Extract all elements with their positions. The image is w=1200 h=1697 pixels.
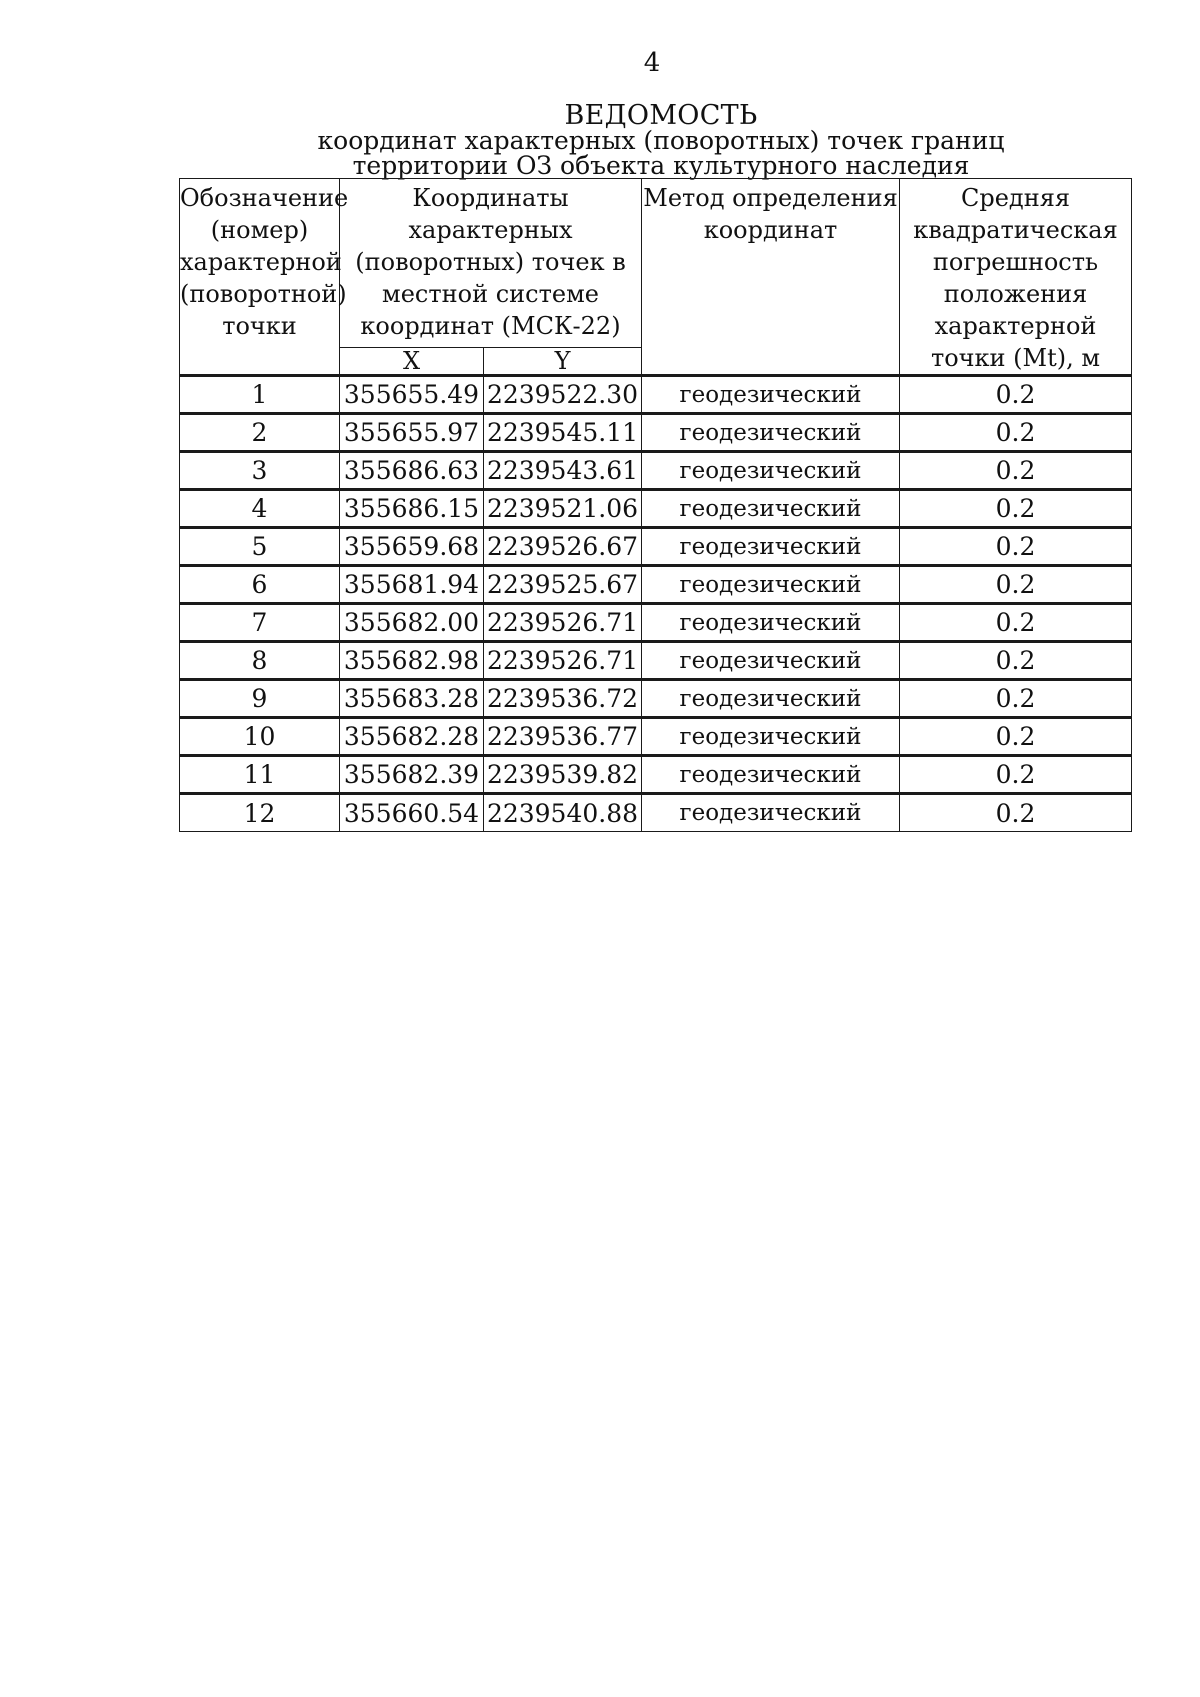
error-cell: 0.2 — [900, 680, 1132, 718]
point-number-cell: 8 — [180, 642, 340, 680]
y-coordinate-cell: 2239545.11 — [484, 414, 642, 452]
x-coordinate-cell: 355686.63 — [340, 452, 484, 490]
document-subtitle-line-1: координат характерных (поворотных) точек границ — [317, 126, 1005, 155]
x-coordinate-cell: 355681.94 — [340, 566, 484, 604]
method-cell: геодезический — [642, 642, 900, 680]
table-row — [180, 452, 1132, 490]
header-method: Метод определения координат — [642, 179, 900, 376]
point-number-cell: 4 — [180, 490, 340, 528]
point-number-cell: 6 — [180, 566, 340, 604]
page-number: 4 — [643, 48, 661, 78]
table-row — [180, 566, 1132, 604]
x-coordinate-cell: 355682.39 — [340, 756, 484, 794]
x-coordinate-cell: 355686.15 — [340, 490, 484, 528]
error-cell: 0.2 — [900, 528, 1132, 566]
y-coordinate-cell: 2239526.71 — [484, 642, 642, 680]
method-cell: геодезический — [642, 718, 900, 756]
method-cell: геодезический — [642, 604, 900, 642]
x-coordinate-cell: 355683.28 — [340, 680, 484, 718]
table-row — [180, 604, 1132, 642]
error-cell: 0.2 — [900, 718, 1132, 756]
error-cell: 0.2 — [900, 414, 1132, 452]
x-coordinate-cell: 355659.68 — [340, 528, 484, 566]
point-number-cell: 1 — [180, 376, 340, 414]
x-coordinate-cell: 355682.98 — [340, 642, 484, 680]
table-row — [180, 490, 1132, 528]
point-number-cell: 11 — [180, 756, 340, 794]
document-subtitle-line-2: территории ОЗ объекта культурного наследия — [352, 151, 970, 180]
method-cell: геодезический — [642, 528, 900, 566]
y-coordinate-cell: 2239543.61 — [484, 452, 642, 490]
header-point-number: Обозначение (номер) характерной (поворотной) точки — [180, 179, 340, 376]
method-cell: геодезический — [642, 490, 900, 528]
table-row — [180, 376, 1132, 414]
method-cell: геодезический — [642, 756, 900, 794]
y-coordinate-cell: 2239521.06 — [484, 490, 642, 528]
y-coordinate-cell: 2239525.67 — [484, 566, 642, 604]
point-number-cell: 10 — [180, 718, 340, 756]
y-coordinate-cell: 2239536.72 — [484, 680, 642, 718]
table-row — [180, 680, 1132, 718]
error-cell: 0.2 — [900, 376, 1132, 414]
table-row — [180, 756, 1132, 794]
y-coordinate-cell: 2239526.67 — [484, 528, 642, 566]
document-title: ВЕДОМОСТЬ — [564, 100, 758, 131]
error-cell: 0.2 — [900, 794, 1132, 832]
coordinates-table — [179, 178, 1132, 832]
table-row — [180, 414, 1132, 452]
method-cell: геодезический — [642, 566, 900, 604]
table-row — [180, 642, 1132, 680]
header-x: X — [340, 347, 484, 375]
point-number-cell: 7 — [180, 604, 340, 642]
y-coordinate-cell: 2239522.30 — [484, 376, 642, 414]
table-row — [180, 528, 1132, 566]
header-coordinates: Координаты характерных (поворотных) точек в местной системе координат (МСК-22) — [340, 179, 642, 348]
y-coordinate-cell: 2239526.71 — [484, 604, 642, 642]
error-cell: 0.2 — [900, 490, 1132, 528]
y-coordinate-cell: 2239540.88 — [484, 794, 642, 832]
error-cell: 0.2 — [900, 452, 1132, 490]
error-cell: 0.2 — [900, 756, 1132, 794]
method-cell: геодезический — [642, 452, 900, 490]
x-coordinate-cell: 355682.28 — [340, 718, 484, 756]
y-coordinate-cell: 2239536.77 — [484, 718, 642, 756]
header-y: Y — [484, 347, 642, 375]
point-number-cell: 5 — [180, 528, 340, 566]
error-cell: 0.2 — [900, 604, 1132, 642]
point-number-cell: 12 — [180, 794, 340, 832]
point-number-cell: 3 — [180, 452, 340, 490]
point-number-cell: 2 — [180, 414, 340, 452]
method-cell: геодезический — [642, 414, 900, 452]
header-error: Средняя квадратическая погрешность положения характерной точки (Mt), м — [900, 179, 1132, 376]
table-row — [180, 794, 1132, 832]
error-cell: 0.2 — [900, 642, 1132, 680]
y-coordinate-cell: 2239539.82 — [484, 756, 642, 794]
table-row — [180, 718, 1132, 756]
x-coordinate-cell: 355682.00 — [340, 604, 484, 642]
method-cell: геодезический — [642, 794, 900, 832]
method-cell: геодезический — [642, 376, 900, 414]
error-cell: 0.2 — [900, 566, 1132, 604]
method-cell: геодезический — [642, 680, 900, 718]
x-coordinate-cell: 355655.97 — [340, 414, 484, 452]
x-coordinate-cell: 355660.54 — [340, 794, 484, 832]
x-coordinate-cell: 355655.49 — [340, 376, 484, 414]
point-number-cell: 9 — [180, 680, 340, 718]
